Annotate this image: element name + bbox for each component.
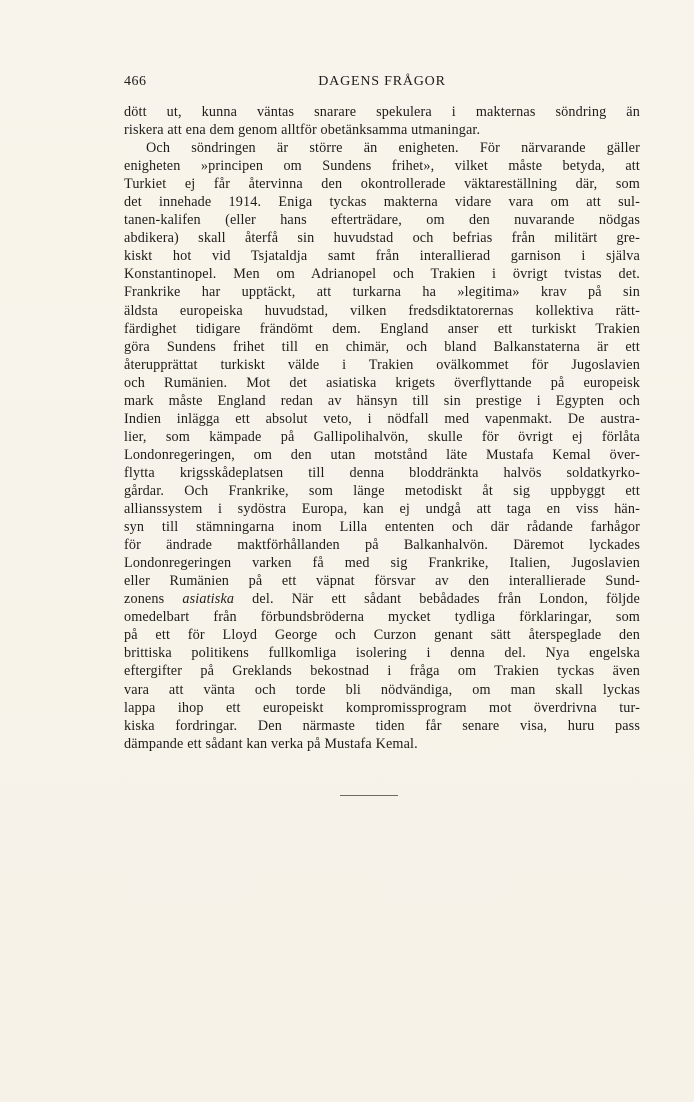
text-line: dött ut, kunna väntas snarare spekulera i makternas söndring än	[124, 104, 640, 120]
text-line: kiskt hot vid Tsjataldja samt från interallierad garnison i själva	[124, 248, 640, 265]
page-header	[124, 74, 640, 94]
text-line: Frankrike har upptäckt, att turkarna ha »legitima» krav på sin	[124, 284, 640, 301]
page-number: 466	[124, 74, 147, 89]
text-line: syn till stämningarna inom Lilla ententen och där rådande farhågor	[124, 519, 640, 536]
text-line: riskera att ena dem genom alltför obetänksamma utmaningar.	[124, 122, 481, 139]
text-line: Turkiet ej får återvinna den okontrollerade väktareställning där, som	[124, 176, 640, 193]
text-line: färdighet tidigare frändömt dem. England anser ett turkiskt Trakien	[124, 320, 640, 337]
text-line: lier, som kämpade på Gallipolihalvön, skulle för övrigt ej förlåta	[124, 428, 640, 445]
text-line: allianssystem i sydöstra Europa, kan ej undgå att taga en viss hän-	[124, 501, 640, 518]
text-line: vara att vänta och torde bli nödvändiga, om man skall lyckas	[124, 681, 640, 698]
running-head: DAGENS FRÅGOR	[318, 74, 446, 89]
text-line: gårdar. Och Frankrike, som länge metodiskt åt sig uppbyggt ett	[124, 482, 640, 499]
text-line: Konstantinopel. Men om Adrianopel och Trakien i övrigt tvistas det.	[124, 266, 640, 283]
text-line-with-italic	[124, 590, 640, 608]
text-line: eftergifter på Greklands bekostnad i fråga om Trakien tyckas även	[124, 663, 640, 680]
text-line: tanen-kalifen (eller hans efterträdare, om den nuvarande nödgas	[124, 212, 640, 229]
text-line: Och söndringen är större än enigheten. För närvarande gäller	[146, 140, 640, 157]
text-line: det innehade 1914. Eniga tyckas makterna vidare vara om att sul-	[124, 194, 640, 211]
text-line: Londonregeringen, om den utan motstånd läte Mustafa Kemal över-	[124, 446, 640, 463]
text-line: omedelbart från förbundsbröderna mycket tydliga förklaringar, som	[124, 609, 640, 626]
section-divider	[340, 795, 398, 796]
body-text	[124, 103, 640, 753]
text-line: äldsta europeiska huvudstad, vilken fredsdiktatorernas kollektiva rätt-	[124, 302, 640, 319]
text-line: på ett för Lloyd George och Curzon genant sätt återspeglade den	[124, 627, 640, 644]
text-line: abdikera) skall återfå sin huvudstad och befrias från militärt gre-	[124, 230, 640, 247]
text-line: dämpande ett sådant kan verka på Mustafa Kemal.	[124, 735, 418, 752]
text-line: kiska fordringar. Den närmaste tiden får senare visa, huru pass	[124, 717, 640, 734]
text-line: mark måste England redan av hänsyn till sin prestige i Egypten och	[124, 392, 640, 409]
text-line: återupprättat turkiskt välde i Trakien ovälkommet för Jugoslavien	[124, 356, 640, 373]
text-line: Indien inlägga ett absolut veto, i nödfall med vapenmakt. De austra-	[124, 410, 640, 427]
text-line: brittiska politikens fullkomliga isolering i denna del. Nya engelska	[124, 645, 640, 662]
text-line: och Rumänien. Mot det asiatiska krigets överflyttande på europeisk	[124, 374, 640, 391]
text-line: göra Sundens frihet till en chimär, och bland Balkanstaterna är ett	[124, 338, 640, 355]
text-segment: del. När ett sådant bebådades från London, följde	[234, 591, 640, 608]
text-line: Londonregeringen varken få med sig Frankrike, Italien, Jugoslavien	[124, 555, 640, 572]
text-line: enigheten »principen om Sundens frihet», vilket måste betyda, att	[124, 158, 640, 175]
text-line: lappa ihop ett europeiskt kompromissprogram mot överdrivna tur-	[124, 699, 640, 716]
text-segment: zonens	[124, 591, 183, 608]
italic-word: asiatiska	[182, 591, 235, 608]
text-line: flytta krigsskådeplatsen till denna bloddränkta halvös soldatkyrko-	[124, 464, 640, 481]
text-line: för ändrade maktförhållanden på Balkanhalvön. Däremot lyckades	[124, 537, 640, 554]
text-line: eller Rumänien på ett väpnat försvar av den interallierade Sund-	[124, 573, 640, 590]
